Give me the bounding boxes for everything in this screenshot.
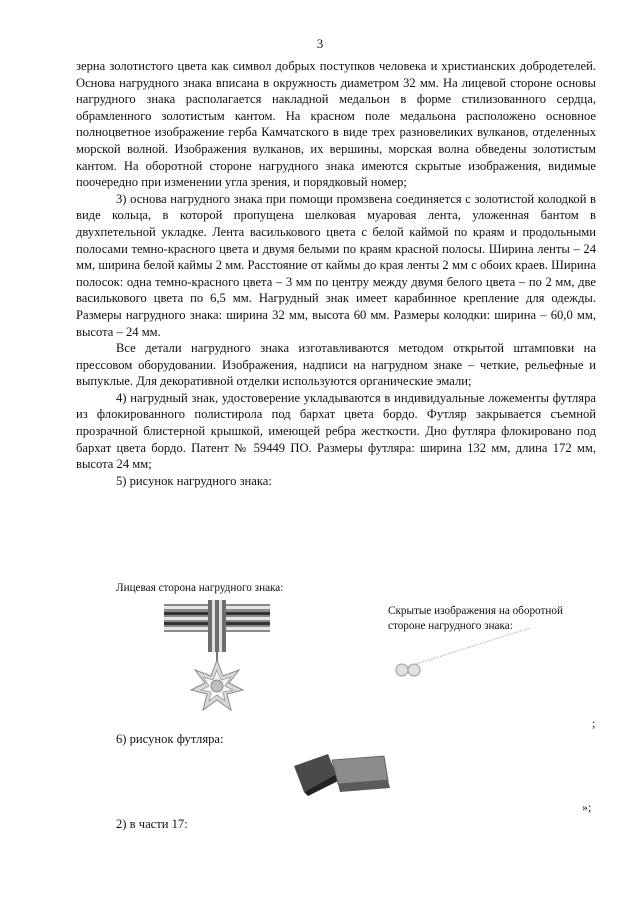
hidden-images-illustration — [380, 618, 600, 698]
ribbon-bow — [164, 600, 270, 652]
paragraph-manufacturing: Все детали нагрудного знака изготавливаются методом открытой штамповки на прессовом оборудовании. Изображения, надписи на нагрудном знаке – четкие, рельефные и выпуклые. Для декоративной отделки используются органические эмали; — [76, 341, 596, 389]
end-semicolon: ; — [592, 716, 596, 730]
paragraph-continuation: зерна золотистого цвета как символ добрых поступков человека и христианских добродетелей. Основа нагрудного знака вписана в окружность диаметром 32 мм. На лицевой стороне основы нагрудного знака располагается накладной медальон в форме стилизованного сердца, обрамленного золотистым кантом. На красном поле медальона расположено основное полноцветное изображение герба Камчатского в виде трех разновеликих вулканов, отделенных морской волной. Изображения вулканов, их вершины, морская волна обведены золотистым кантом. На оборотной стороне нагрудного знака имеются скрытые изображения, видимые поочередно при изменении угла зрения, и порядковый номер; — [76, 59, 596, 190]
closing-quote: »; — [582, 800, 592, 814]
paragraph-item-4: 4) нагрудный знак, удостоверение укладываются в индивидуальные ложементы футляра из флокированного полистирола под бархат цвета бордо. Футляр закрывается съемной прозрачной блистерной крышкой, имеющей ребра жесткости. Дно футляра флокировано под бархат цвета бордо. Патент № 59449 ПО. Размеры футляра: ширина 132 мм, длина 172 мм, высота 24 мм; — [76, 390, 596, 472]
caption-front-side: Лицевая сторона нагрудного знака: — [116, 582, 284, 594]
badge-front-image — [162, 598, 272, 718]
paragraph-item-5: 5) рисунок нагрудного знака: — [116, 473, 272, 488]
case-image — [288, 750, 398, 800]
label-part-17: 2) в части 17: — [116, 817, 188, 831]
document-body — [76, 58, 596, 489]
paragraph-item-3: 3) основа нагрудного знака при помощи промзвена соединяется с золотистой колодкой в виде кольца, в которой пропущена шелковая муаровая лента, уложенная бантом в двухпетельной укладке. Лента василькового цвета с белой каймой по краям и продольными полосами темно-красного цвета и двумя белыми по краям красной полосы. Ширина ленты – 24 мм, ширина белой каймы 2 мм. Расстояние от каймы до края ленты 2 мм с обоих краев. Ширина полосок: одна темно-красного цвета – 3 мм по центру между двумя белого цвета – по 2 мм, две василькового цвета по 6,5 мм. Нагрудный знак имеет карабинное крепление для одежды. Размеры нагрудного знака: ширина 32 мм, высота 60 мм. Размеры колодки: ширина – 60,0 мм, высота – 24 мм. — [76, 191, 596, 339]
label-case-drawing: 6) рисунок футляра: — [116, 732, 224, 746]
badge-star — [191, 660, 243, 710]
caption-back-side: Скрытые изображения на оборотной стороне нагрудного знака: — [388, 605, 563, 632]
page-number: 3 — [316, 36, 324, 51]
